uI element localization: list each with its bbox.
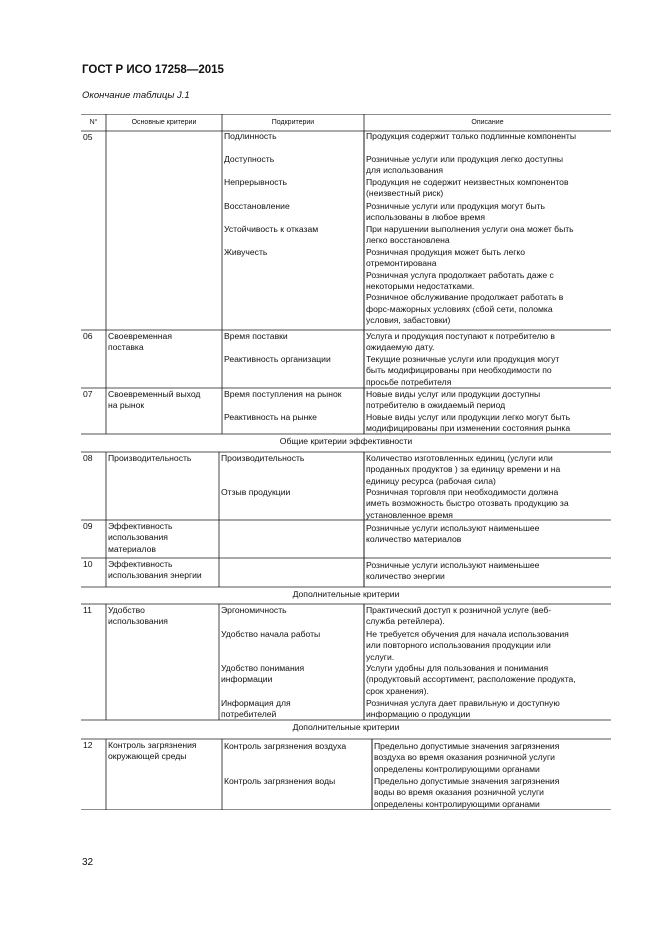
section-heading: Дополнительные критерии [292,722,400,732]
description-line: Розничные услуги или продукция могут быть [366,201,546,211]
subcriterion-line: Живучесть [224,247,268,257]
description-line: иметь возможность быстро отозвать продукцию за [366,498,569,509]
description-line: (продуктовый ассортимент, расположение продукта, [366,674,576,685]
description-line: количество материалов [366,534,462,545]
col-header-description: Описание [471,119,504,126]
description-line: потребителю в ожидаемый период [366,400,506,411]
main-criterion-line: Своевременный выход [108,389,201,399]
description-line: Новые виды услуг или продукции доступны [366,389,541,399]
description-line: срок хранения). [366,685,429,696]
description-line: услуги. [366,651,395,662]
description-line: легко восстановлена [366,235,450,246]
subcriterion-line: Информация для [221,698,291,708]
description-line: Розничные услуги используют наименьшее [366,560,540,570]
criteria-table [81,114,611,810]
main-criterion-line: Контроль загрязнения [108,740,197,750]
col-header-subcriteria: Подкритерии [271,119,315,126]
document-header: ГОСТ Р ИСО 17258—2015 [82,64,224,76]
subcriterion-line: Удобство начала работы [221,629,321,639]
description-line: просьбе потребителя [366,376,452,387]
subcriterion-line: Время поступления на рынок [224,389,342,399]
subcriterion-line: Устойчивость к отказам [224,224,319,234]
main-criterion-line: окружающей среды [108,751,187,762]
row-number: 08 [83,453,93,463]
row-number: 10 [83,559,93,569]
description-line: Текущие розничные услуги или продукция могут [366,354,560,364]
description-line: определены контролирующими органами [374,798,540,809]
row-number: 07 [83,389,93,399]
description-line: Розничная услуга продолжает работать даже с [366,269,554,280]
description-line: форс-мажорных условиях (сбой сети, поломка [366,303,553,314]
description-line: Предельно допустимые значения загрязнения [374,741,560,751]
subcriterion-line: Отзыв продукции [221,487,291,497]
description-line: Розничные услуги используют наименьшее [366,523,540,533]
description-line: ожидаемую дату. [366,342,435,353]
table-continuation-caption: Окончание таблицы J.1 [82,90,190,101]
description-line: воздуха во время оказания розничной услуги [374,752,555,763]
description-line: Услуги удобны для пользования и понимания [366,663,549,673]
row-number: 11 [83,605,92,615]
subcriterion-line: Подлинность [224,131,277,141]
subcriterion-line: Реактивность организации [224,354,331,364]
row-number: 09 [83,521,93,531]
section-heading: Общие критерии эффективности [279,436,413,446]
description-line: Практический доступ к розничной услуге (веб- [366,605,552,615]
description-line: Количество изготовленных единиц (услуги или [366,453,553,463]
main-criterion-line: использования [108,532,168,543]
description-line: количество энергии [366,571,445,582]
description-line: Продукция не содержит неизвестных компонентов [366,177,569,187]
subcriterion-line: Удобство понимания [221,663,305,673]
row-number: 06 [83,331,93,341]
subcriterion-line: Контроль загрязнения воздуха [224,741,347,751]
description-line: или повторного использования продукции или [366,640,551,651]
description-line: Предельно допустимые значения загрязнения [374,776,560,786]
subcriterion-line: Реактивность на рынке [224,412,317,422]
main-criterion-line: Производительность [108,453,192,463]
description-line: единицу ресурса (рабочая сила) [366,475,496,486]
description-line: воды во время оказания розничной услуги [374,787,544,798]
description-line: При нарушении выполнения услуги она может быть [366,224,574,234]
subcriterion-line: Непрерывность [224,177,287,187]
description-line: Услуга и продукция поступают к потребителю в [366,331,555,341]
main-criterion-line: Удобство [108,605,145,615]
description-line: использованы в любое время [366,212,485,223]
main-criterion-line: Своевременная [108,331,172,341]
description-line: Розничная торговля при необходимости должна [366,487,559,497]
subcriterion-line: Восстановление [224,201,290,211]
description-line: проданных продуктов ) за единицу времени и на [366,464,561,475]
description-line: Розничное обслуживание продолжает работать в [366,292,564,303]
section-heading: Дополнительные критерии [292,589,400,599]
row-number: 12 [83,740,93,750]
description-line: Не требуется обучения для начала использования [366,629,569,639]
main-criterion-line: поставка [108,342,144,353]
main-criterion-line: на рынок [108,400,145,411]
col-header-main-criteria: Основные критерии [131,119,197,126]
subcriterion-line: Время поставки [224,331,288,341]
description-line: определены контролирующими органами [374,763,540,774]
description-line: отремонтирована [366,258,437,269]
description-line: модифицированы при изменении состояния рынка [366,423,571,434]
description-line: информацию о продукции [366,709,471,720]
page-number: 32 [82,857,94,868]
main-criterion-line: Эффективность [108,559,173,569]
description-line: установленное время [366,509,453,520]
main-criterion-line: материалов [108,543,156,554]
description-line: Розничная услуга дает правильную и доступную [366,698,560,708]
subcriterion-line: Производительность [221,453,305,463]
main-criterion-line: использования [108,616,168,627]
description-line: быть модифицированы при необходимости по [366,365,552,376]
subcriterion-line: информации [221,674,273,685]
subcriterion-line: потребителей [221,709,277,720]
description-line: (неизвестный риск) [366,188,444,199]
subcriterion-line: Доступность [224,154,275,164]
col-header-number: N° [89,119,98,126]
description-line: Новые виды услуг или продукции легко могут быть [366,412,571,422]
description-line: условия, забастовки) [366,314,451,325]
description-line: Продукция содержит только подлинные компоненты [366,131,577,141]
subcriterion-line: Контроль загрязнения воды [224,776,336,786]
description-line: служба ретейлера). [366,616,445,627]
main-criterion-line: Эффективность [108,521,173,531]
row-number: 05 [83,132,93,142]
subcriterion-line: Эргономичность [221,605,287,615]
description-line: некоторыми недостатками. [366,280,475,291]
description-line: Розничные услуги или продукция легко доступны [366,154,564,164]
description-line: для использования [366,165,443,176]
description-line: Розничная продукция может быть легко [366,247,526,257]
main-criterion-line: использования энергии [108,570,202,581]
